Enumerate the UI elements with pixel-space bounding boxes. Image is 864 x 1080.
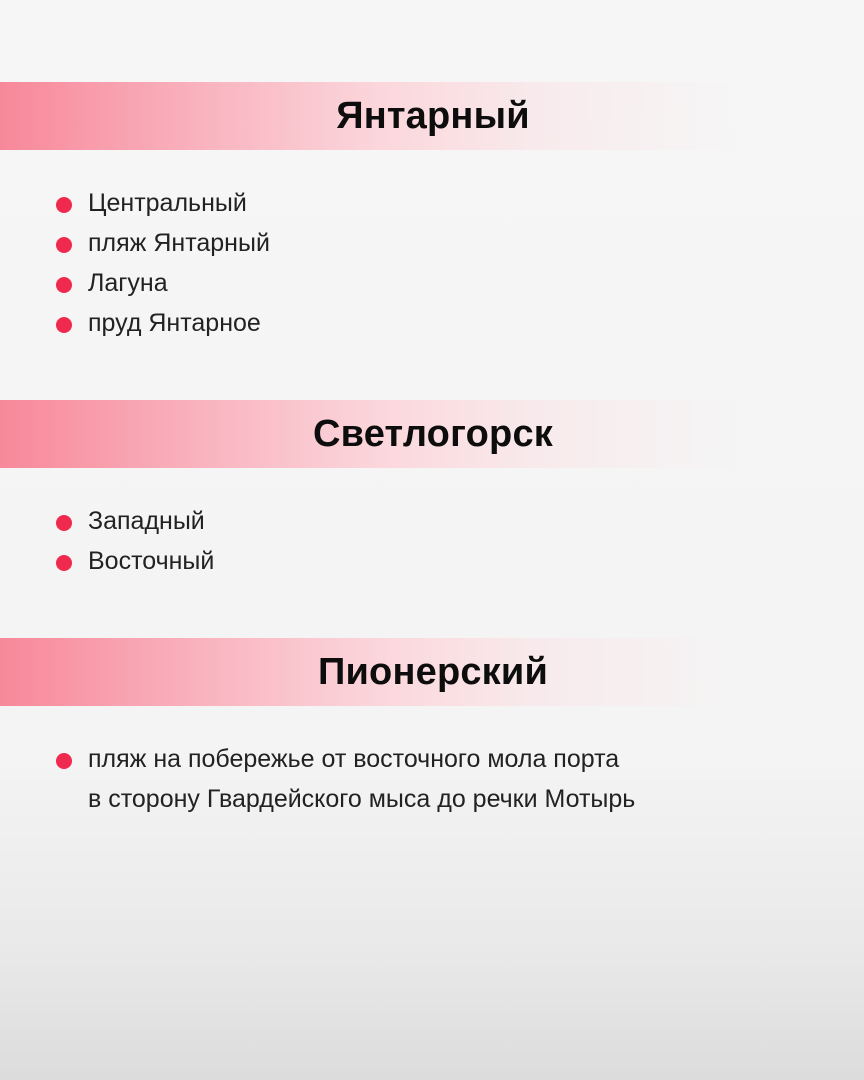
section-header-svetlogorsk: [0, 400, 864, 468]
bullet-list-yantarny: [56, 183, 270, 343]
list-item: [56, 303, 270, 343]
bullet-dot-icon: [56, 555, 72, 571]
section-title: Пионерский: [317, 651, 549, 693]
list-item-text: Западный: [88, 507, 205, 535]
bullet-dot-icon: [56, 197, 72, 213]
section-title: Светлогорск: [313, 413, 553, 455]
list-item-text: Центральный: [88, 189, 247, 217]
section-title: Янтарный: [336, 95, 530, 137]
bullet-dot-icon: [56, 515, 72, 531]
list-item: [56, 739, 635, 819]
bullet-dot-icon: [56, 317, 72, 333]
list-item: [56, 501, 214, 541]
list-item: [56, 183, 270, 223]
list-item-text-line-1: пляж на побережье от восточного мола порта: [88, 745, 620, 773]
bullet-list-pionersky: [56, 739, 635, 819]
bullet-dot-icon: [56, 277, 72, 293]
section-header-yantarny: [0, 82, 864, 150]
list-item: [56, 223, 270, 263]
bullet-dot-icon: [56, 237, 72, 253]
list-item-text: пляж Янтарный: [88, 229, 270, 257]
bullet-list-svetlogorsk: [56, 501, 214, 581]
list-item: [56, 263, 270, 303]
list-item-text: Восточный: [88, 547, 215, 575]
section-header-pionersky: [0, 638, 864, 706]
list-item-text: пруд Янтарное: [88, 309, 261, 337]
list-item-text-line-2: в сторону Гвардейского мыса до речки Мотырь: [88, 785, 636, 813]
list-item-text: Лагуна: [88, 269, 168, 297]
list-item: [56, 541, 214, 581]
bullet-dot-icon: [56, 753, 72, 769]
